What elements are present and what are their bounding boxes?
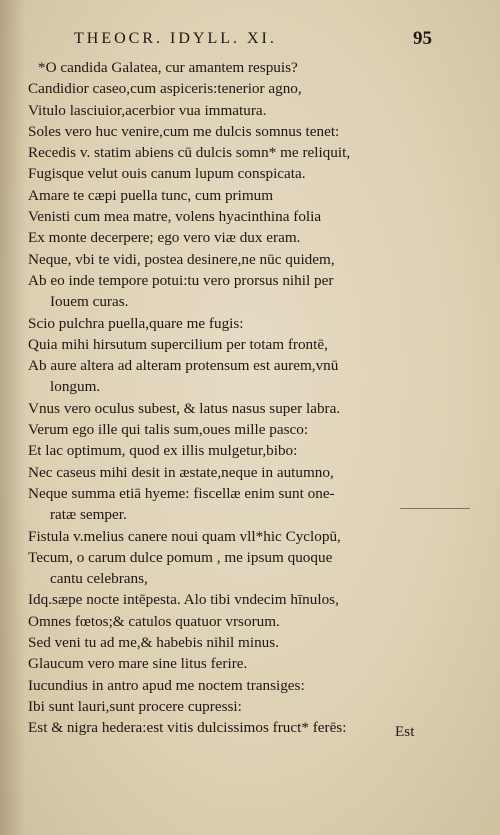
verse-line: Verum ego ille qui talis sum,oues mille pasco: (28, 421, 309, 439)
verse-line: Quia mihi hirsutum supercilium per totam frontē, (28, 335, 328, 353)
verse-line: Ab aure altera ad alteram protensum est aurem,vnū (28, 357, 339, 375)
verse-line: Sed veni tu ad me,& habebis nihil minus. (28, 634, 279, 652)
verse-line: Idq.sæpe nocte intēpesta. Alo tibi vndecim hīnulos, (28, 591, 339, 609)
running-head: THEOCR. IDYLL. XI. (74, 30, 277, 47)
verse-line: Et lac optimum, quod ex illis mulgetur,bibo: (28, 442, 298, 460)
verse-line: Fugisque velut ouis canum lupum conspicata. (28, 165, 306, 183)
verse-line: Ex monte decerpere; ego vero viæ dux eram. (28, 229, 301, 247)
ink-stroke (400, 508, 470, 509)
verse-line: ratæ semper. (50, 506, 127, 524)
verse-text-block (28, 57, 468, 739)
verse-line: Omnes fœtos;& catulos quatuor vrsorum. (28, 612, 280, 630)
verse-line: Venisti cum mea matre, volens hyacinthina folia (28, 208, 322, 226)
verse-line: cantu celebrans, (50, 570, 148, 588)
verse-line: longum. (50, 378, 101, 396)
verse-line: Est & nigra hedera:est vitis dulcissimos fruct* ferēs: (28, 719, 347, 737)
verse-line: Recedis v. statim abiens cū dulcis somn* me reliquit, (28, 144, 351, 162)
page-number: 95 (413, 28, 432, 49)
verse-line: Tecum, o carum dulce pomum , me ipsum quoque (28, 548, 333, 566)
catchword: Est (395, 723, 415, 740)
page-header (74, 28, 432, 52)
verse-line: Neque, vbi te vidi, postea desinere,ne nūc quidem, (28, 250, 335, 268)
verse-line: Candidior caseo,cum aspiceris:tenerior agno, (28, 80, 302, 98)
verse-line: *O candida Galatea, cur amantem respuis? (38, 59, 298, 76)
verse-line: Amare te cæpi puella tunc, cum primum (28, 186, 274, 204)
verse-line: Glaucum vero mare sine litus ferire. (28, 655, 248, 673)
verse-line: Nec caseus mihi desit in æstate,neque in autumno, (28, 463, 334, 481)
verse-line: Ibi sunt lauri,sunt procere cupressi: (28, 697, 242, 715)
verse-line: Soles vero huc venire,cum me dulcis somnus tenet: (28, 122, 340, 140)
verse-line: Iucundius in antro apud me noctem transiges: (28, 676, 305, 694)
verse-line: Neque summa etiā hyeme: fiscellæ enim sunt one- (28, 484, 335, 502)
verse-line: Scio pulchra puella,quare me fugis: (28, 314, 244, 332)
gutter-shadow (0, 0, 26, 835)
verse-line: Ab eo inde tempore potui:tu vero prorsus nihil per (28, 271, 334, 289)
verse-line: Vnus vero oculus subest, & latus nasus super labra. (28, 399, 341, 417)
verse-line: Fistula v.melius canere noui quam vll*hic Cyclopū, (28, 527, 341, 545)
verse-line: Iouem curas. (50, 293, 129, 311)
verse-line: Vitulo lasciuior,acerbior vua immatura. (28, 101, 267, 119)
